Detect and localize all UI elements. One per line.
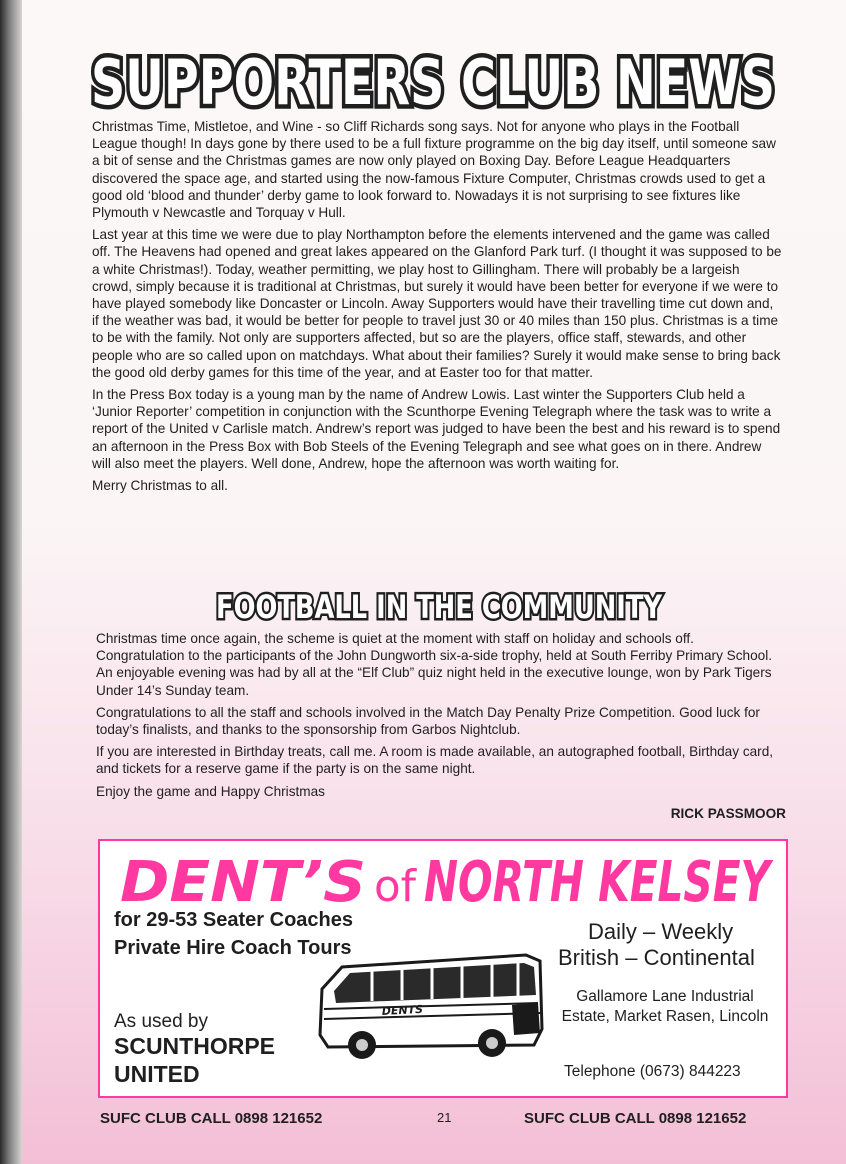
advert-title-dents: DENT’S: [120, 850, 366, 915]
advert-used-by: As used by: [114, 1011, 208, 1032]
advert-address: Gallamore Lane Industrial Estate, Market Rasen, Lincoln: [561, 988, 769, 1025]
coach-advert: [98, 839, 788, 1098]
advert-frequency: Daily – Weekly: [588, 919, 734, 944]
advert-telephone: Telephone (0673) 844223: [564, 1063, 741, 1080]
advert-club-name-2: UNITED: [114, 1061, 200, 1087]
headline-graphic: [88, 44, 778, 118]
article-paragraph: Christmas time once again, the scheme is quiet at the moment with staff on holiday and schools off. Congratulation to the participants of the John Dungworth six-a-side trophy, held at South Ferriby Primary School. An enjoyable evening was had by all at the “Elf Club” quiz night held in the executive lounge, won by Park Tigers Under 14’s Sunday team.: [96, 631, 773, 698]
community-heading-graphic: [214, 586, 664, 626]
page-number: 21: [437, 1110, 452, 1125]
community-article: [96, 630, 786, 805]
binding-spine: [0, 0, 22, 1164]
article-paragraph: Christmas Time, Mistletoe, and Wine - so Cliff Richards song says. Not for anyone who plays in the Football League though! In days gone by there used to be a full fixture programme on the big day itself, until someone saw a bit of sense and the Christmas games are now only played on Boxing Day. Before League Headquarters discovered the space age, and started using the now-famous Fixture Computer, Christmas crowds used to get a good old ‘blood and thunder’ derby game to look forward to. Nowadays it is not surprising to see fixtures like Plymouth v Newcastle and Torquay v Hull.: [92, 119, 776, 221]
advert-title-of: of: [374, 861, 418, 912]
bus-livery-text: DENTS: [381, 1002, 424, 1018]
community-heading-text: FOOTBALL IN THE COMMUNITY: [216, 588, 663, 626]
article-paragraph: Enjoy the game and Happy Christmas: [96, 783, 325, 799]
page-headline: [88, 44, 778, 118]
article-paragraph: In the Press Box today is a young man by the name of Andrew Lowis. Last winter the Supporters Club held a ‘Junior Reporter’ competition in conjunction with the Scunthorpe Evening Telegraph where the task was to write a report of the United v Carlisle match. Andrew’s report was judged to have been the best and his reward is to spend an afternoon in the Press Box with Bob Steels of the Evening Telegraph and see what goes on in there. Andrew will also meet the players. Well done, Andrew, hope the afternoon was worth waiting for.: [92, 387, 781, 471]
author-signature: RICK PASSMOOR: [670, 806, 786, 821]
coach-bus-icon: [312, 949, 548, 1069]
article-paragraph: Last year at this time we were due to play Northampton before the elements intervened and the game was called off. The Heavens had opened and great lakes appeared on the Glanford Park turf. (I thought it was supposed to be a white Christmas!). Today, weather permitting, we play host to Gillingham. There will probably be a largeish crowd, simply because it is traditional at Christmas, but surely it would have been better for everyone if we were to have played somebody like Doncaster or Lincoln. Away Supporters would have their travelling time cut down and, if the weather was bad, it would be better for people to travel just 30 or 40 miles than 150 plus. Christmas is a time to be with the family. Not only are supporters affected, but so are the players, office staff, stewards, and other people who are so called upon on matchdays. What about their families? Surely it would make sense to bring back the good old derby games for this time of the year, and at Easter too for that matter.: [92, 227, 782, 380]
article-paragraph: Congratulations to all the staff and schools involved in the Match Day Penalty Prize Competition. Good luck for today’s finalists, and thanks to the sponsorship from Garbos Nightclub.: [96, 704, 760, 738]
advert-destinations: British – Continental: [558, 945, 755, 970]
advert-seater-coaches: for 29-53 Seater Coaches: [114, 909, 354, 931]
community-heading: [214, 586, 664, 626]
headline-text: SUPPORTERS CLUB NEWS: [91, 46, 775, 119]
advert-title: [112, 847, 776, 915]
advert-private-hire: Private Hire Coach Tours: [114, 937, 352, 959]
advert-title-place: NORTH KELSEY: [424, 850, 774, 915]
footer-clubcall-right: SUFC CLUB CALL 0898 121652: [524, 1110, 747, 1127]
advert-club-name: SCUNTHORPE: [114, 1033, 276, 1059]
supporters-article: [92, 118, 782, 499]
article-paragraph: Merry Christmas to all.: [92, 478, 228, 494]
footer-clubcall-left: SUFC CLUB CALL 0898 121652: [100, 1110, 323, 1127]
article-paragraph: If you are interested in Birthday treats, call me. A room is made available, an autographed football, Birthday card, and tickets for a reserve game if the party is on the same night.: [96, 744, 774, 777]
